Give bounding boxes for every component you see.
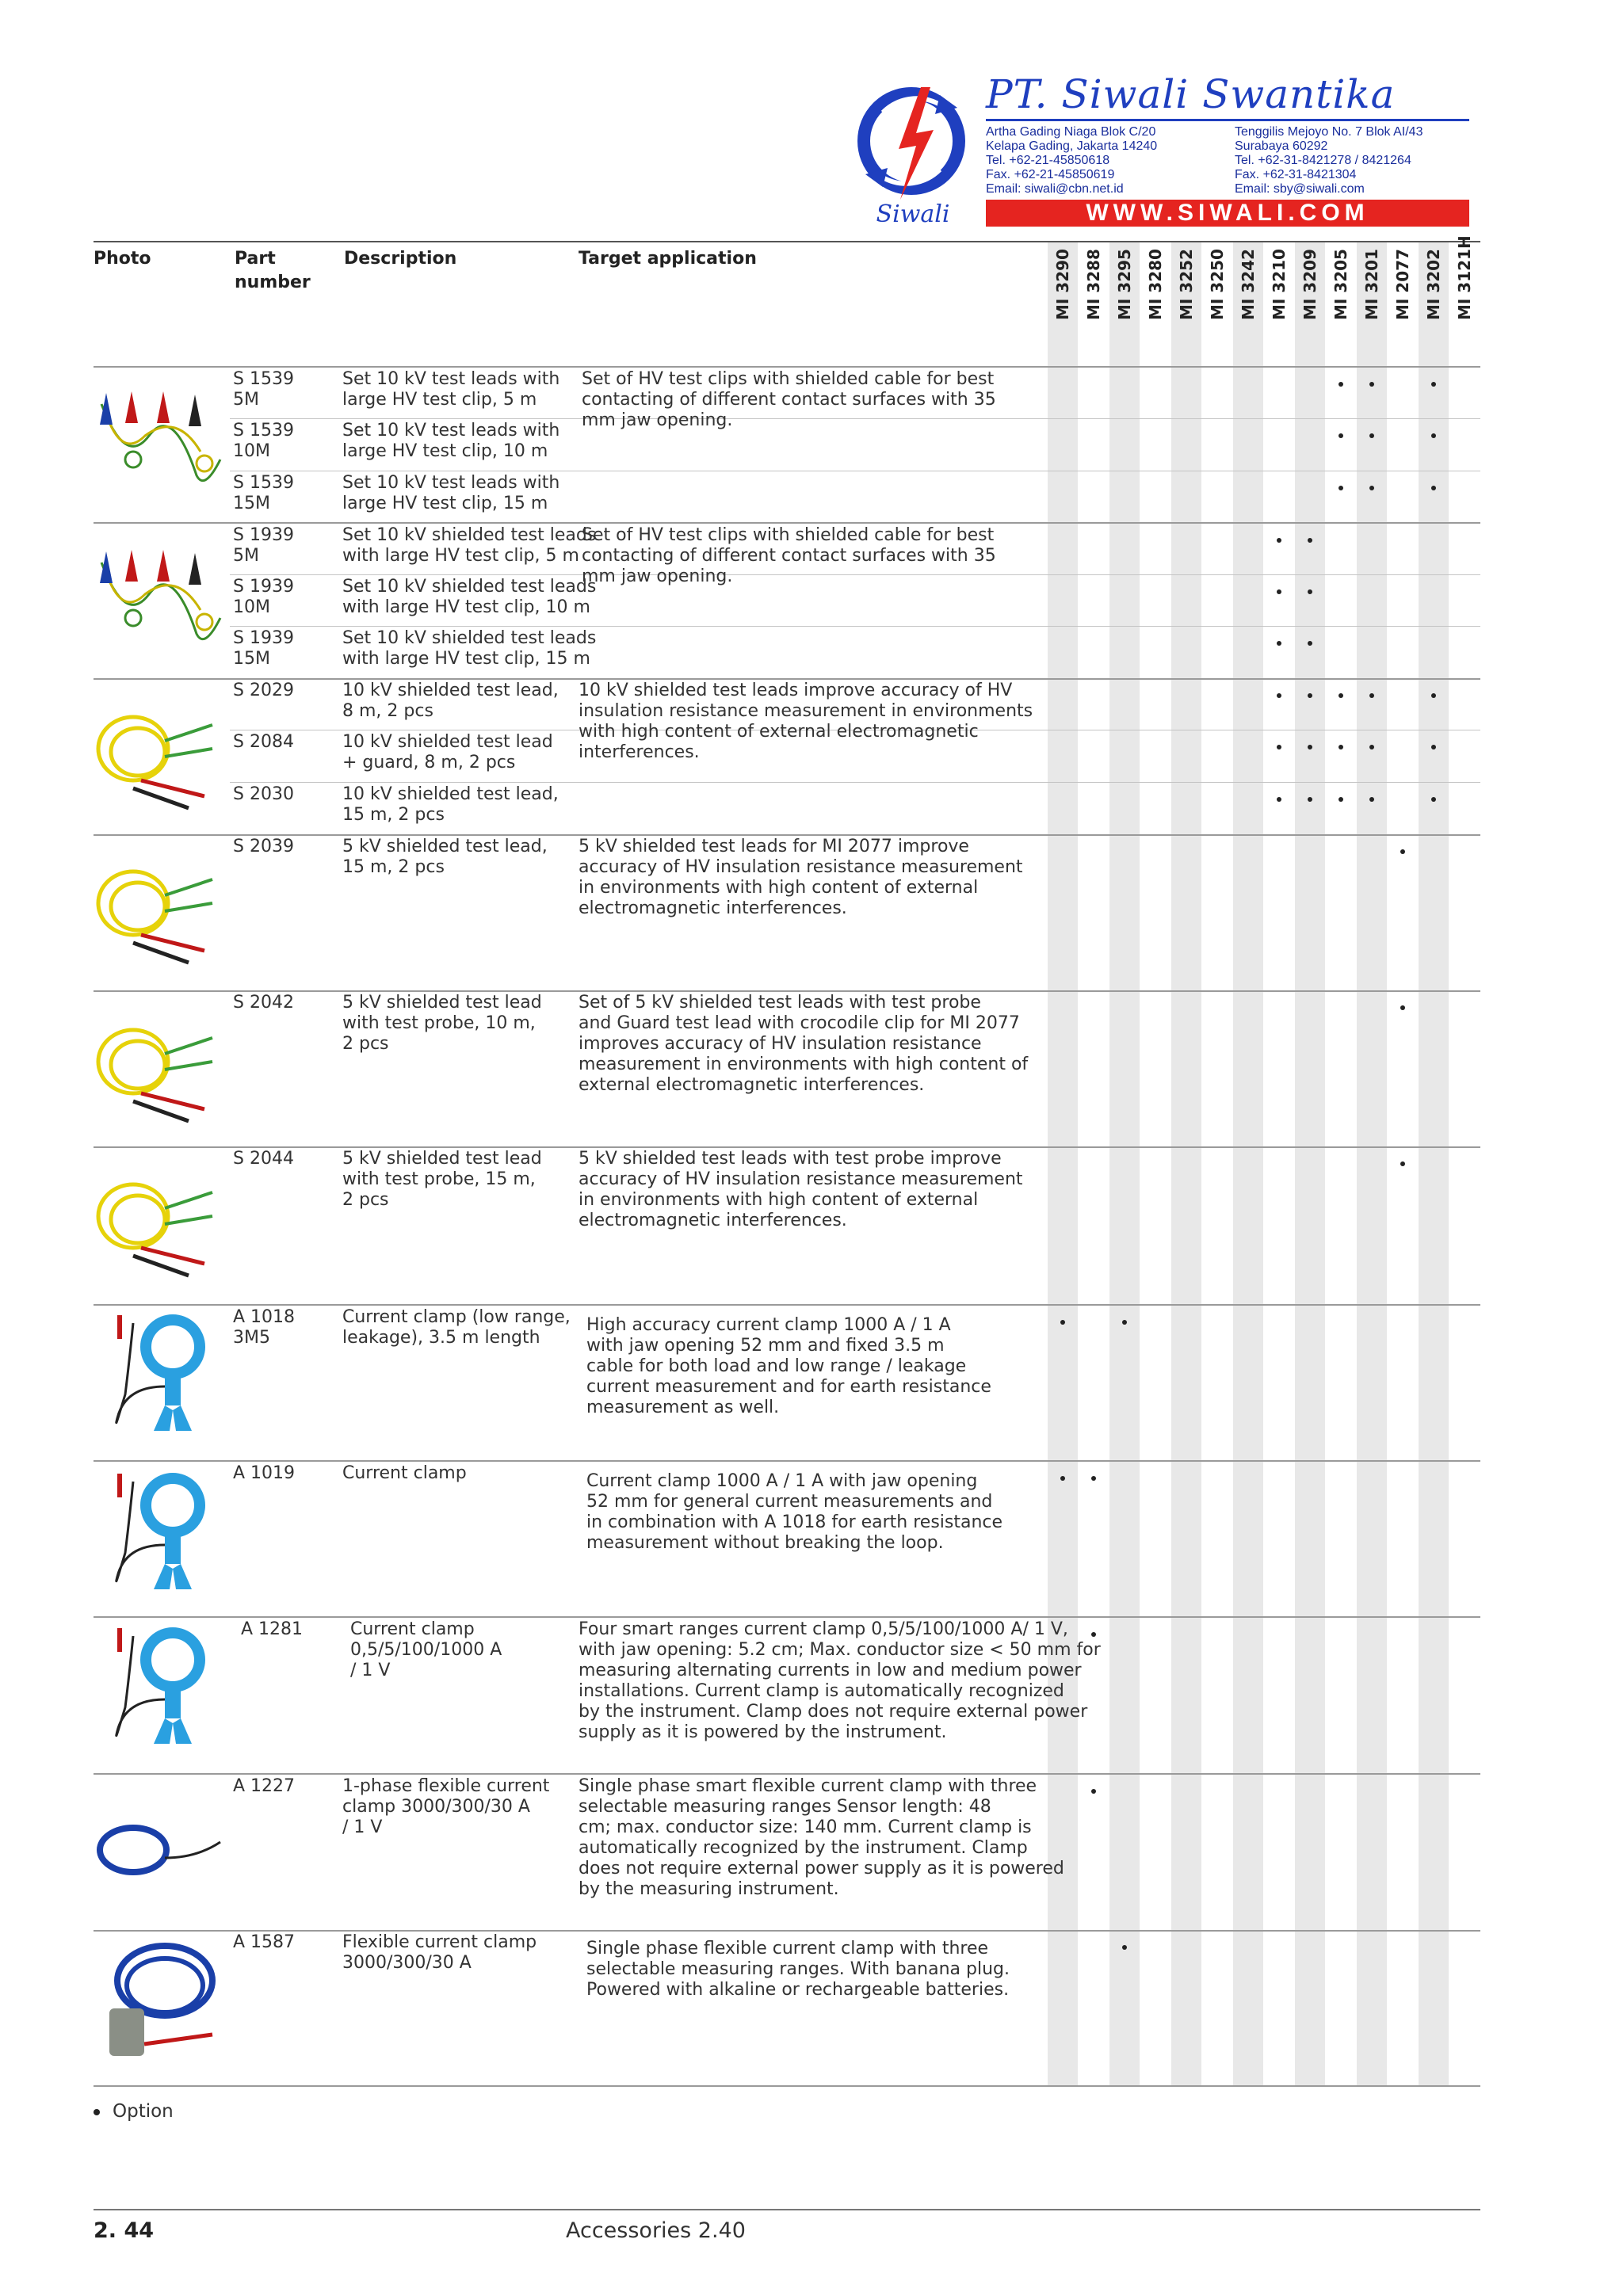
address-jakarta: Artha Gading Niaga Blok C/20 Kelapa Gading, Jakarta 14240 Tel. +62-21-45850618 Fax. +62-21-45850619 Email: siwali@cbn.net.id (986, 125, 1158, 196)
table-top-rule (94, 241, 1480, 242)
model-column-band (1419, 242, 1449, 2085)
target-application: 5 kV shielded test leads for MI 2077 improve accuracy of HV insulation resistance measurement in environments with high content of external electromagnetic interferences. (579, 837, 1023, 918)
part-number: S 1539 5M (233, 369, 294, 410)
compatibility-dot (1091, 1632, 1096, 1637)
header-model: MI 3205 (1331, 249, 1350, 320)
part-description: Current clamp (low range, leakage), 3.5 m length (342, 1307, 571, 1348)
group-divider (94, 1930, 1480, 1932)
compatibility-dot (1338, 433, 1343, 438)
company-name-underline (986, 119, 1469, 121)
compatibility-dot (1277, 797, 1281, 802)
group-divider (94, 1773, 1480, 1775)
page-number: 2. 44 (94, 2218, 155, 2243)
compatibility-dot (1091, 1476, 1096, 1481)
group-divider (94, 522, 1480, 524)
part-description: 1-phase flexible current clamp 3000/300/30 A / 1 V (342, 1776, 550, 1837)
group-divider (94, 1146, 1480, 1148)
target-application: 10 kV shielded test leads improve accuracy of HV insulation resistance measurement in environments with high content of external electromagnetic interferences. (579, 681, 1033, 762)
header-model: MI 3121H (1455, 235, 1474, 320)
target-application: Single phase smart flexible current clamp with three selectable measuring ranges Sensor length: 48 cm; max. conductor size: 140 mm. Current clamp is automatically recognized by the instrument. Clamp does not require external power supply as it is powered by the measuring instrument. (579, 1776, 1064, 1899)
target-application: Current clamp 1000 A / 1 A with jaw opening 52 mm for general current measurements and in combination with A 1018 for earth resistance measurement without breaking the loop. (586, 1471, 1003, 1553)
svg-text:Siwali: Siwali (876, 200, 950, 228)
compatibility-dot (1277, 745, 1281, 749)
header-model: MI 2077 (1393, 249, 1412, 320)
compatibility-dot (1369, 745, 1374, 749)
part-description: 10 kV shielded test lead + guard, 8 m, 2 pcs (342, 732, 553, 772)
compatibility-dot (1122, 1945, 1127, 1950)
compatibility-dot (1308, 589, 1312, 594)
compatibility-dot (1338, 382, 1343, 387)
compatibility-dot (1060, 1320, 1065, 1325)
group-divider (94, 834, 1480, 836)
part-number: S 1939 5M (233, 525, 294, 566)
header-model: MI 3209 (1300, 249, 1319, 320)
part-description: Set 10 kV test leads with large HV test clip, 5 m (342, 369, 560, 410)
compatibility-dot (1369, 486, 1374, 490)
compatibility-dot (1369, 693, 1374, 698)
row-divider (230, 782, 1480, 783)
header-model: MI 3201 (1362, 249, 1381, 320)
smart-current-clamp-photo-icon (94, 1620, 223, 1747)
yellow-test-leads-probe-photo-icon (94, 1006, 223, 1125)
part-description: Set 10 kV test leads with large HV test clip, 10 m (342, 421, 560, 461)
part-description: Set 10 kV shielded test leads with large HV test clip, 10 m (342, 577, 597, 617)
model-column-band (1357, 242, 1387, 2085)
target-application: 5 kV shielded test leads with test probe improve accuracy of HV insulation resistance measurement in environments with high content of external electromagnetic interferences. (579, 1149, 1023, 1230)
part-number: S 2029 (233, 681, 294, 700)
header-model: MI 3242 (1239, 249, 1258, 320)
header-target-application: Target application (579, 249, 757, 269)
group-divider (94, 990, 1480, 992)
compatibility-dot (1431, 797, 1436, 802)
compatibility-dot (1122, 1320, 1127, 1325)
compatibility-dot (1431, 486, 1436, 490)
model-column-band (1109, 242, 1140, 2085)
part-number: A 1018 3M5 (233, 1307, 296, 1348)
group-divider (94, 1304, 1480, 1306)
compatibility-dot (1431, 745, 1436, 749)
row-divider (230, 626, 1480, 627)
part-description: Flexible current clamp 3000/300/30 A (342, 1932, 537, 1973)
compatibility-dot (1369, 433, 1374, 438)
address-surabaya: Tenggilis Mejoyo No. 7 Blok AI/43 Surabaya 60292 Tel. +62-31-8421278 / 8421264 Fax. +62-31-8421304 Email: sby@siwali.com (1235, 125, 1423, 196)
header-model: MI 3288 (1084, 249, 1103, 320)
target-application: High accuracy current clamp 1000 A / 1 A with jaw opening 52 mm and fixed 3.5 m cable for both load and low range / leakage current measurement and for earth resistance measurement as well. (586, 1315, 991, 1417)
website-banner[interactable]: WWW.SIWALI.COM (986, 200, 1469, 227)
shielded-hv-clips-photo-icon (94, 547, 223, 642)
header-model: MI 3290 (1053, 249, 1072, 320)
target-application: Set of HV test clips with shielded cable for best contacting of different contact surfaces with 35 mm jaw opening. (582, 525, 996, 586)
group-divider (94, 1616, 1480, 1618)
target-application: Four smart ranges current clamp 0,5/5/100/1000 A/ 1 V, with jaw opening: 5.2 cm; Max. conductor size < 50 mm for measuring alternating currents in low and medium power installations. Current clamp is automatically recognized by the instrument. Clamp does not require external power supply as it is powered by the instrument. (579, 1619, 1101, 1742)
header-part-number: Part number (235, 249, 311, 292)
target-application: Set of HV test clips with shielded cable for best contacting of different contact surfaces with 35 mm jaw opening. (582, 369, 996, 430)
compatibility-dot (1308, 745, 1312, 749)
part-number: S 1939 15M (233, 628, 294, 669)
compatibility-dot (1431, 433, 1436, 438)
compatibility-dot (1091, 1789, 1096, 1794)
part-number: S 2044 (233, 1149, 294, 1169)
compatibility-dot (1338, 797, 1343, 802)
group-divider (94, 678, 1480, 680)
header-model: MI 3210 (1270, 249, 1289, 320)
hv-test-clips-photo-icon (94, 388, 223, 483)
compatibility-dot (1338, 693, 1343, 698)
part-description: 10 kV shielded test lead, 8 m, 2 pcs (342, 681, 559, 721)
part-description: 10 kV shielded test lead, 15 m, 2 pcs (342, 784, 559, 825)
part-description: Set 10 kV shielded test leads with large HV test clip, 15 m (342, 628, 597, 669)
model-column-band (1295, 242, 1325, 2085)
compatibility-dot (1431, 382, 1436, 387)
yellow-test-leads-photo-icon (94, 693, 223, 812)
compatibility-dot (1400, 1005, 1405, 1010)
compatibility-dot (1308, 641, 1312, 646)
part-description: Set 10 kV shielded test leads with large HV test clip, 5 m (342, 525, 597, 566)
company-name: PT. Siwali Swantika (986, 71, 1396, 117)
compatibility-dot (1400, 849, 1405, 854)
flexible-clamp-battery-photo-icon (94, 1933, 223, 2068)
target-application: Single phase flexible current clamp with three selectable measuring ranges. With banana plug. Powered with alkaline or rechargeable batteries. (586, 1939, 1010, 2000)
compatibility-dot (1277, 538, 1281, 543)
compatibility-dot (1060, 1476, 1065, 1481)
group-divider (94, 1460, 1480, 1462)
part-number: S 2042 (233, 993, 294, 1013)
compatibility-dot (1308, 693, 1312, 698)
part-number: S 2030 (233, 784, 294, 804)
flexible-clamp-photo-icon (94, 1794, 223, 1897)
part-number: S 2084 (233, 732, 294, 752)
compatibility-dot (1277, 641, 1281, 646)
target-application: Set of 5 kV shielded test leads with test probe and Guard test lead with crocodile clip for MI 2077 improves accuracy of HV insulation resistance measurement in environments with high content of external electromagnetic interferences. (579, 993, 1029, 1095)
siwali-logo-icon (851, 73, 972, 228)
header-model: MI 3250 (1208, 249, 1227, 320)
part-number: A 1281 (241, 1619, 304, 1639)
header-model: MI 3202 (1424, 249, 1443, 320)
part-number: S 1539 15M (233, 473, 294, 513)
part-description: Current clamp (342, 1463, 467, 1483)
part-description: 5 kV shielded test lead with test probe, 10 m, 2 pcs (342, 993, 542, 1054)
legend-option: Option (94, 2101, 174, 2122)
part-number: S 2039 (233, 837, 294, 856)
part-number: A 1227 (233, 1776, 296, 1796)
group-divider (94, 366, 1480, 368)
compatibility-dot (1338, 486, 1343, 490)
part-number: A 1019 (233, 1463, 296, 1483)
section-title: Accessories 2.40 (566, 2218, 746, 2243)
compatibility-dot (1400, 1161, 1405, 1166)
part-description: 5 kV shielded test lead with test probe, 15 m, 2 pcs (342, 1149, 542, 1210)
compatibility-dot (1431, 693, 1436, 698)
compatibility-dot (1369, 382, 1374, 387)
footer-rule (94, 2209, 1480, 2210)
header-model: MI 3295 (1115, 249, 1134, 320)
model-column-band (1233, 242, 1263, 2085)
part-number: S 1939 10M (233, 577, 294, 617)
header-description: Description (344, 249, 457, 269)
part-number: S 1539 10M (233, 421, 294, 461)
compatibility-dot (1308, 797, 1312, 802)
part-description: Set 10 kV test leads with large HV test clip, 15 m (342, 473, 560, 513)
compatibility-dot (1338, 745, 1343, 749)
part-description: Current clamp 0,5/5/100/1000 A / 1 V (350, 1619, 502, 1680)
header-model: MI 3280 (1146, 249, 1165, 320)
part-number: A 1587 (233, 1932, 296, 1952)
yellow-test-leads-photo-icon (94, 848, 223, 967)
model-column-band (1171, 242, 1201, 2085)
company-header (846, 68, 1480, 238)
compatibility-dot (1277, 589, 1281, 594)
header-photo: Photo (94, 249, 151, 269)
part-description: 5 kV shielded test lead, 15 m, 2 pcs (342, 837, 548, 877)
compatibility-dot (1308, 538, 1312, 543)
header-model: MI 3252 (1177, 249, 1196, 320)
current-clamp-photo-icon (94, 1307, 223, 1434)
bullet-icon (94, 2109, 100, 2115)
current-clamp-photo-icon (94, 1466, 223, 1592)
group-divider (94, 2085, 1480, 2087)
compatibility-dot (1277, 693, 1281, 698)
yellow-test-leads-probe-photo-icon (94, 1161, 223, 1280)
compatibility-dot (1369, 797, 1374, 802)
